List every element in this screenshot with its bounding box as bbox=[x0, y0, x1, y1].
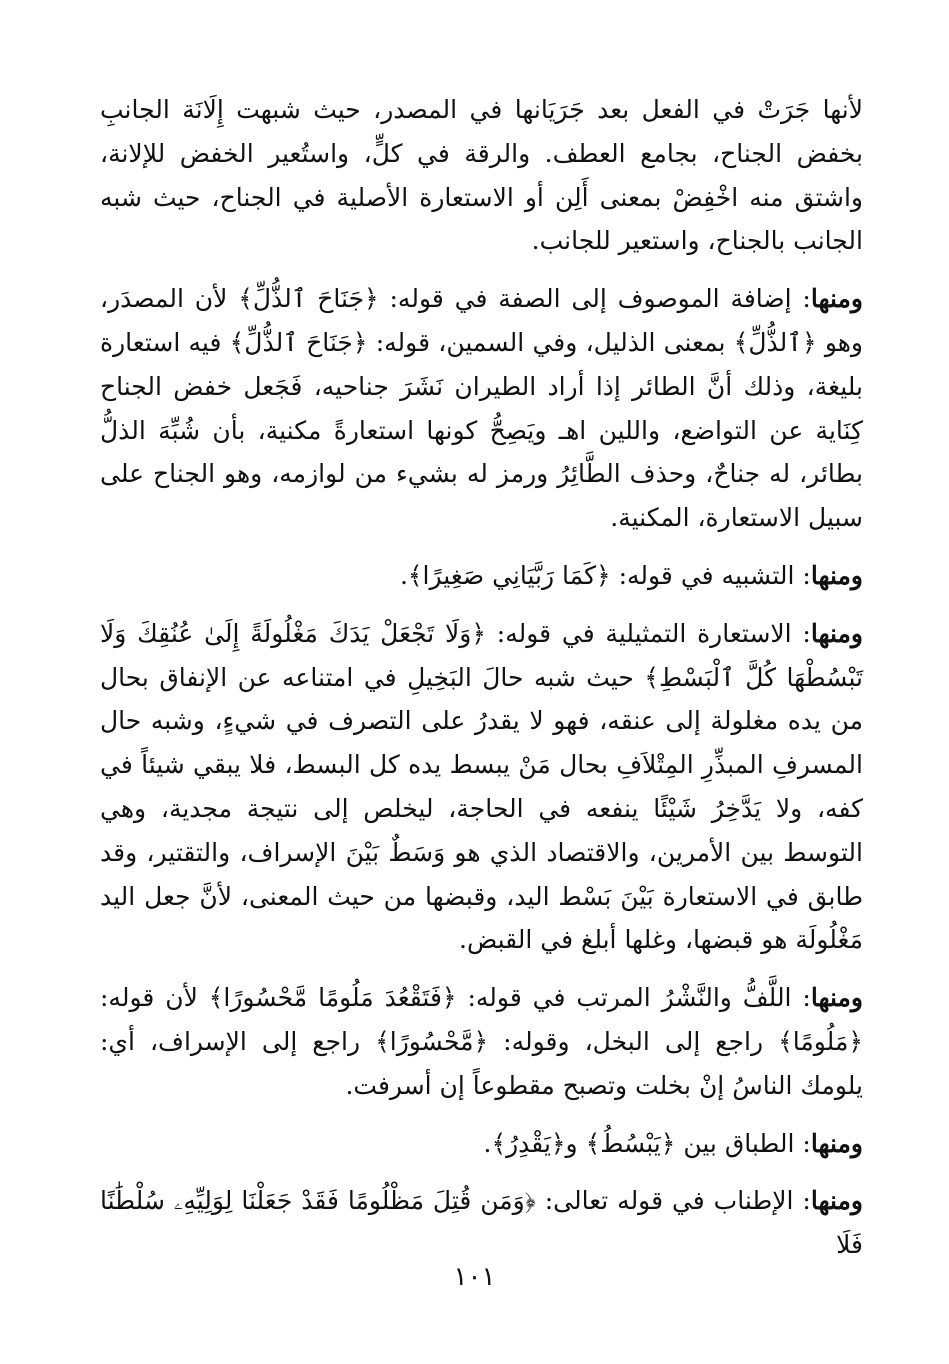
paragraph-1 bbox=[100, 88, 863, 263]
paragraph-text: : إضافة الموصوف إلى الصفة في قوله: ﴿جَنَاحَ ٱلذُّلِّ﴾ لأن المصدَر، وهو ﴿ٱلذُّلِّ﴾ بمعنى الذليل، وفي السمين، قوله: ﴿جَنَاحَ ٱلذُّلِّ﴾ فيه استعارة بليغة، وذلك أنَّ الطائر إذا أراد الطيران نَشَرَ جناحيه، فَجَعل خفض الجناح كِنَاية عن التواضع، واللين اهـ ويَصِحُّ كونها استعارةً مكنية، بأن شُبِّهَ الذلُّ بطائر، له جناحٌ، وحذف الطَّائِرُ ورمز له بشيء من لوازمه، وهو الجناح على سبيل الاستعارة، المكنية. bbox=[100, 284, 863, 533]
paragraph-text: : الإطناب في قوله تعالى: ﴿وَمَن قُتِلَ مَظْلُومًا فَقَدْ جَعَلْنَا لِوَلِيِّهِۦ سُلْطَٰنًا فَلَا bbox=[100, 1186, 863, 1260]
paragraph-lead: ومنها bbox=[810, 560, 863, 590]
paragraph-lead: ومنها bbox=[810, 983, 863, 1013]
paragraph-4 bbox=[100, 612, 863, 962]
paragraph-text: : الطباق بين ﴿يَبْسُطُ﴾ و﴿يَقْدِرُ﴾. bbox=[483, 1128, 811, 1158]
paragraph-lead: ومنها bbox=[810, 1128, 863, 1158]
paragraph-text: : اللَّفُّ والنَّشْرُ المرتب في قوله: ﴿فَتَقْعُدَ مَلُومًا مَّحْسُورًا﴾ لأن قوله: ﴿مَلُومًا﴾ راجع إلى البخل، وقوله: ﴿مَّحْسُورًا﴾ راجع إلى الإسراف، أي: يلومك الناسُ إنْ بخلت وتصبح مقطوعاً إن أسرفت. bbox=[100, 983, 863, 1100]
paragraph-text: : الاستعارة التمثيلية في قوله: ﴿وَلَا تَجْعَلْ يَدَكَ مَغْلُولَةً إِلَىٰ عُنُقِكَ وَلَا تَبْسُطْهَا كُلَّ ٱلْبَسْطِ﴾ حيث شبه حالَ البَخِيلِ في امتناعه عن الإنفاق بحال من يده مغلولة إلى عنقه، فهو لا يقدرُ على التصرف في شيءٍ، وشبه حال المسرفِ المبذِّرِ المِتْلاَفِ بحال مَنْ يبسط يده كل البسط، فلا يبقي شيئاً في كفه، ولا يَدَّخِرُ شَيْئًا ينفعه في الحاجة، ليخلص إلى نتيجة مجدية، وهي التوسط بين الأمرين، والاقتصاد الذي هو وَسَطٌ بَيْنَ الإسراف، والتقتير، وقد طابق في الاستعارة بَيْنَ بَسْط اليد، وقبضها من حيث المعنى، لأنَّ جعل اليد مَغْلُولَة هو قبضها، وغلها أبلغ في القبض. bbox=[100, 618, 863, 955]
page-number: ١٠١ bbox=[453, 1262, 496, 1292]
paragraph-5 bbox=[100, 976, 863, 1107]
paragraph-3 bbox=[100, 554, 863, 598]
paragraph-2 bbox=[100, 277, 863, 540]
paragraph-text: : التشبيه في قوله: ﴿كَمَا رَبَّيَانِي صَغِيرًا﴾. bbox=[399, 560, 811, 590]
paragraph-6 bbox=[100, 1122, 863, 1166]
paragraph-7 bbox=[100, 1179, 863, 1267]
paragraph-lead: ومنها bbox=[810, 284, 863, 314]
paragraph-lead: ومنها bbox=[810, 1186, 863, 1216]
paragraph-lead: ومنها bbox=[810, 618, 863, 648]
paragraph-text: لأنها جَرَتْ في الفعل بعد جَرَيَانها في المصدر، حيث شبهت إِلَانَة الجانبِ بخفض الجناح، بجامع العطف. والرقة في كلٍّ، واستُعير الخفض للإلانة، واشتق منه اخْفِضْ بمعنى أَلِن أو الاستعارة الأصلية في الجناح، حيث شبه الجانب بالجناح، واستعير للجانب. bbox=[100, 95, 864, 256]
